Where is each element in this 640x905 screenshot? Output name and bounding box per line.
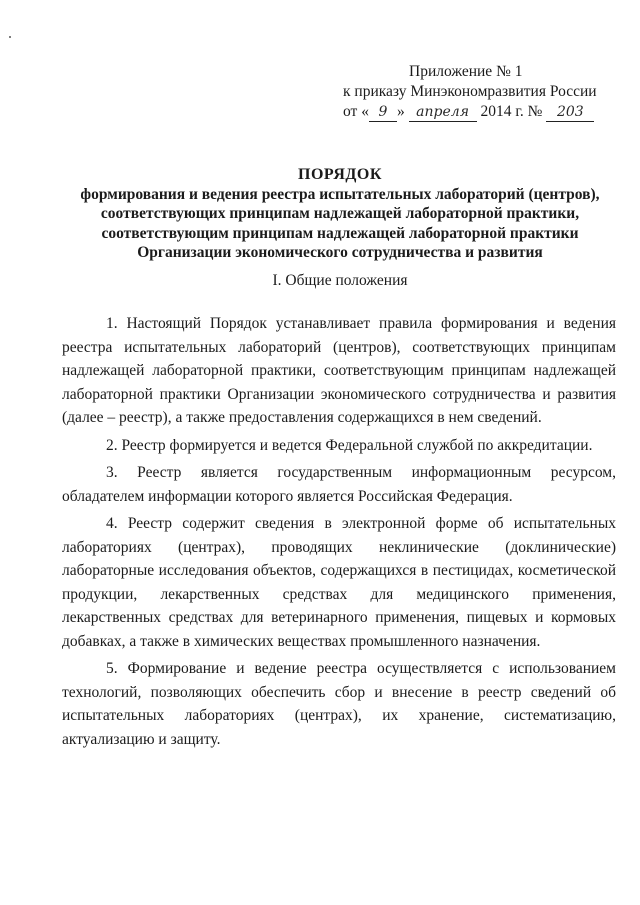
handwritten-order-number: 203: [546, 104, 594, 122]
paragraph: 5. Формирование и ведение реестра осуществляется с использованием технологий, позволяющих обеспечить сбор и внесение в реестр сведений об испытательных лабораториях (центрах), их хранение, систематизацию, актуализацию и защиту.: [62, 660, 616, 748]
document-title: [50, 165, 630, 263]
date-year: 2014 г. №: [480, 103, 543, 120]
appendix-order-reference: к приказу Минэкономразвития России: [343, 83, 597, 100]
appendix-number: Приложение № 1: [409, 63, 523, 80]
paragraph: 2. Реестр формируется и ведется Федеральной службой по аккредитации.: [106, 436, 593, 454]
title-line: формирования и ведения реестра испытательных лабораторий (центров),: [80, 185, 600, 203]
section-heading: I. Общие положения: [272, 272, 408, 289]
paragraph: 1. Настоящий Порядок устанавливает правила формирования и ведения реестра испытательных лабораторий (центров), соответствующих принципам надлежащей лабораторной практики, соответствующим принципам надлежащей лабораторной практики Организации экономического сотрудничества и развития (далее – реестр), а также предоставления содержащихся в нем сведений.: [62, 315, 616, 426]
title-heading: ПОРЯДОК: [298, 166, 382, 183]
paragraph: 4. Реестр содержит сведения в электронной форме об испытательных лабораториях (центрах), проводящих неклинические (доклинические) лабораторные исследования объектов, содержащихся в пестицидах, косметической продукции, лекарственных средствах для медицинского применения, лекарственных средствах для ветеринарного применения, пищевых и кормовых добавках, а также в химических веществах промышленного назначения.: [62, 515, 616, 650]
title-line: Организации экономического сотрудничества и развития: [137, 244, 543, 261]
handwritten-month: апреля: [409, 104, 477, 122]
scan-speck: [9, 36, 11, 38]
document-body: [62, 312, 616, 755]
title-line: соответствующим принципам надлежащей лабораторной практики: [101, 224, 579, 242]
date-prefix: от «: [343, 103, 369, 120]
appendix-header: [343, 62, 613, 122]
paragraph: 3. Реестр является государственным информационным ресурсом, обладателем информации которого является Российская Федерация.: [62, 464, 616, 505]
handwritten-day: 9: [369, 104, 397, 122]
appendix-date-line: [343, 102, 613, 122]
date-quote-close: »: [396, 103, 405, 120]
title-line: соответствующих принципам надлежащей лабораторной практики,: [100, 205, 580, 222]
